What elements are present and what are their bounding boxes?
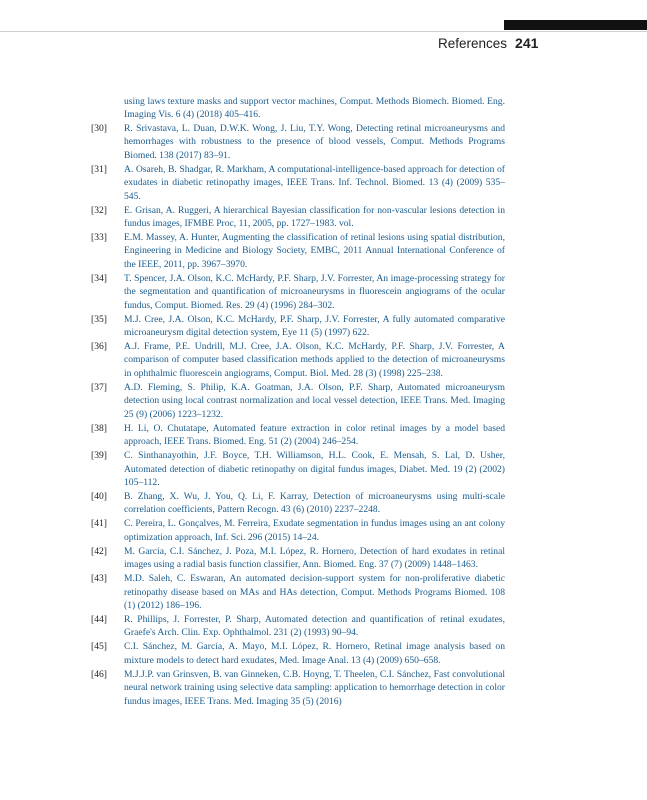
reference-number: [32] xyxy=(91,204,107,216)
reference-number: [33] xyxy=(91,232,107,244)
reference-text[interactable]: M.J.J.P. van Grinsven, B. van Ginneken, C.B. Hoyng, T. Theelen, C.I. Sánchez, Fast convolutional neural network training using selective data sampling: application to hemorrhage detection in color fundus images, IEEE Trans. Med. Imaging 35 (5) (2016) xyxy=(124,668,505,707)
reference-text[interactable]: E.M. Massey, A. Hunter, Augmenting the classification of retinal lesions using spatial distribution, Engineering in Medicine and Biology Society, EMBC, 2011 Annual International Conference of the IEEE, 2011, pp. 3967–3970. xyxy=(124,232,505,270)
running-header xyxy=(438,35,538,53)
reference-number: [30] xyxy=(91,123,107,134)
reference-item xyxy=(91,122,505,162)
reference-number: [41] xyxy=(91,518,107,530)
reference-text[interactable]: C. Sinthanayothin, J.F. Boyce, T.H. Williamson, H.L. Cook, E. Mensah, S. Lal, D. Usher, Automated detection of diabetic retinopathy on digital fundus images, Diabet. Med. 19 (2) (2002) 105–112. xyxy=(124,450,505,488)
reference-text[interactable]: H. Li, O. Chutatape, Automated feature extraction in color retinal images by a model based approach, IEEE Trans. Biomed. Eng. 51 (2) (2004) 246–254. xyxy=(124,422,505,448)
reference-text[interactable]: T. Spencer, J.A. Olson, K.C. McHardy, P.F. Sharp, J.V. Forrester, An image-processing strategy for the segmentation and quantification of microaneurysms in fluorescein angiograms of the ocular fundus, Comput. Biomed. Res. 29 (4) (1996) 284–302. xyxy=(124,272,505,311)
reference-item xyxy=(91,381,505,421)
reference-text[interactable]: R. Srivastava, L. Duan, D.W.K. Wong, J. Liu, T.Y. Wong, Detecting retinal microaneurysms and hemorrhages with robustness to the presence of blood vessels, Comput. Methods Programs Biomed. 138 (2017) 83–91. xyxy=(124,123,505,161)
reference-item xyxy=(91,545,505,572)
reference-item xyxy=(91,163,505,203)
section-title: References xyxy=(438,36,508,51)
reference-number: [40] xyxy=(91,490,107,502)
reference-text[interactable]: A. Osareh, B. Shadgar, R. Markham, A computational-intelligence-based approach for detection of exudates in diabetic retinopathy images, IEEE Trans. Inf. Technol. Biomed. 13 (4) (2009) 535–545. xyxy=(124,163,505,202)
reference-text[interactable]: M.J. Cree, J.A. Olson, K.C. McHardy, P.F. Sharp, J.V. Forrester, A fully automated comparative microaneurysm digital detection system, Eye 11 (5) (1997) 622. xyxy=(124,313,505,339)
reference-number: [38] xyxy=(91,422,107,434)
page-number: 241 xyxy=(515,35,539,51)
reference-item xyxy=(91,640,505,667)
reference-text[interactable]: E. Grisan, A. Ruggeri, A hierarchical Bayesian classification for non-vascular lesions detection in fundus images, IFMBE Proc, 11, 2005, pp. 1727–1983. vol. xyxy=(124,204,505,230)
reference-text[interactable]: M. García, C.I. Sánchez, J. Poza, M.I. López, R. Hornero, Detection of hard exudates in retinal images using a radial basis function classifier, Ann. Biomed. Eng. 37 (7) (2009) 1448–1463. xyxy=(124,545,505,571)
reference-item xyxy=(91,231,505,271)
reference-number: [35] xyxy=(91,313,107,325)
reference-list xyxy=(91,94,505,708)
reference-item xyxy=(91,449,505,489)
reference-item xyxy=(91,272,505,312)
reference-item xyxy=(91,313,505,340)
reference-text[interactable]: A.J. Frame, P.E. Undrill, M.J. Cree, J.A. Olson, K.C. McHardy, P.F. Sharp, J.V. Forrester, A comparison of computer based classification methods applied to the detection of microaneurysms in ophthalmic fluorescein angiograms, Comput. Biol. Med. 28 (3) (1998) 225–238. xyxy=(124,341,505,379)
reference-item xyxy=(91,517,505,544)
reference-text[interactable]: R. Phillips, J. Forrester, P. Sharp, Automated detection and quantification of retinal exudates, Graefe's Arch. Clin. Exp. Ophthalmol. 231 (2) (1993) 90–94. xyxy=(124,613,505,639)
reference-text[interactable]: M.D. Saleh, C. Eswaran, An automated decision-support system for non-proliferative diabetic retinopathy disease based on MAs and HAs detection, Comput. Methods Programs Biomed. 108 (1) (2012) 186–196. xyxy=(124,573,505,611)
reference-item xyxy=(91,95,505,122)
reference-item xyxy=(91,613,505,640)
reference-item xyxy=(91,204,505,231)
reference-item xyxy=(91,572,505,612)
reference-number: [42] xyxy=(91,545,107,557)
reference-text[interactable]: using laws texture masks and support vector machines, Comput. Methods Biomech. Biomed. Eng. Imaging Vis. 6 (4) (2018) 405–416. xyxy=(124,95,505,120)
reference-text[interactable]: A.D. Fleming, S. Philip, K.A. Goatman, J.A. Olson, P.F. Sharp, Automated microaneurysm detection using local contrast normalization and local vessel detection, IEEE Trans. Med. Imaging 25 (9) (2006) 1223–1232. xyxy=(124,381,505,420)
reference-number: [44] xyxy=(91,613,107,625)
reference-item xyxy=(91,340,505,380)
reference-number: [45] xyxy=(91,641,107,653)
reference-number: [46] xyxy=(91,668,107,680)
reference-item xyxy=(91,422,505,449)
reference-number: [43] xyxy=(91,573,107,585)
reference-number: [34] xyxy=(91,272,107,284)
reference-number: [31] xyxy=(91,163,107,175)
reference-item xyxy=(91,490,505,517)
reference-number: [36] xyxy=(91,341,107,353)
reference-item xyxy=(91,668,505,708)
header-accent-bar xyxy=(504,20,647,30)
header-rule xyxy=(0,31,647,32)
reference-text[interactable]: C. Pereira, L. Gonçalves, M. Ferreira, Exudate segmentation in fundus images using an ant colony optimization approach, Inf. Sci. 296 (2015) 14–24. xyxy=(124,518,505,543)
reference-text[interactable]: B. Zhang, X. Wu, J. You, Q. Li, F. Karray, Detection of microaneurysms using multi-scale correlation coefficients, Pattern Recogn. 43 (6) (2010) 2237–2248. xyxy=(124,490,505,516)
reference-number: [37] xyxy=(91,381,107,393)
reference-text[interactable]: C.I. Sánchez, M. García, A. Mayo, M.I. López, R. Hornero, Retinal image analysis based on mixture models to detect hard exudates, Med. Image Anal. 13 (4) (2009) 650–658. xyxy=(124,641,505,666)
reference-number: [39] xyxy=(91,450,107,462)
